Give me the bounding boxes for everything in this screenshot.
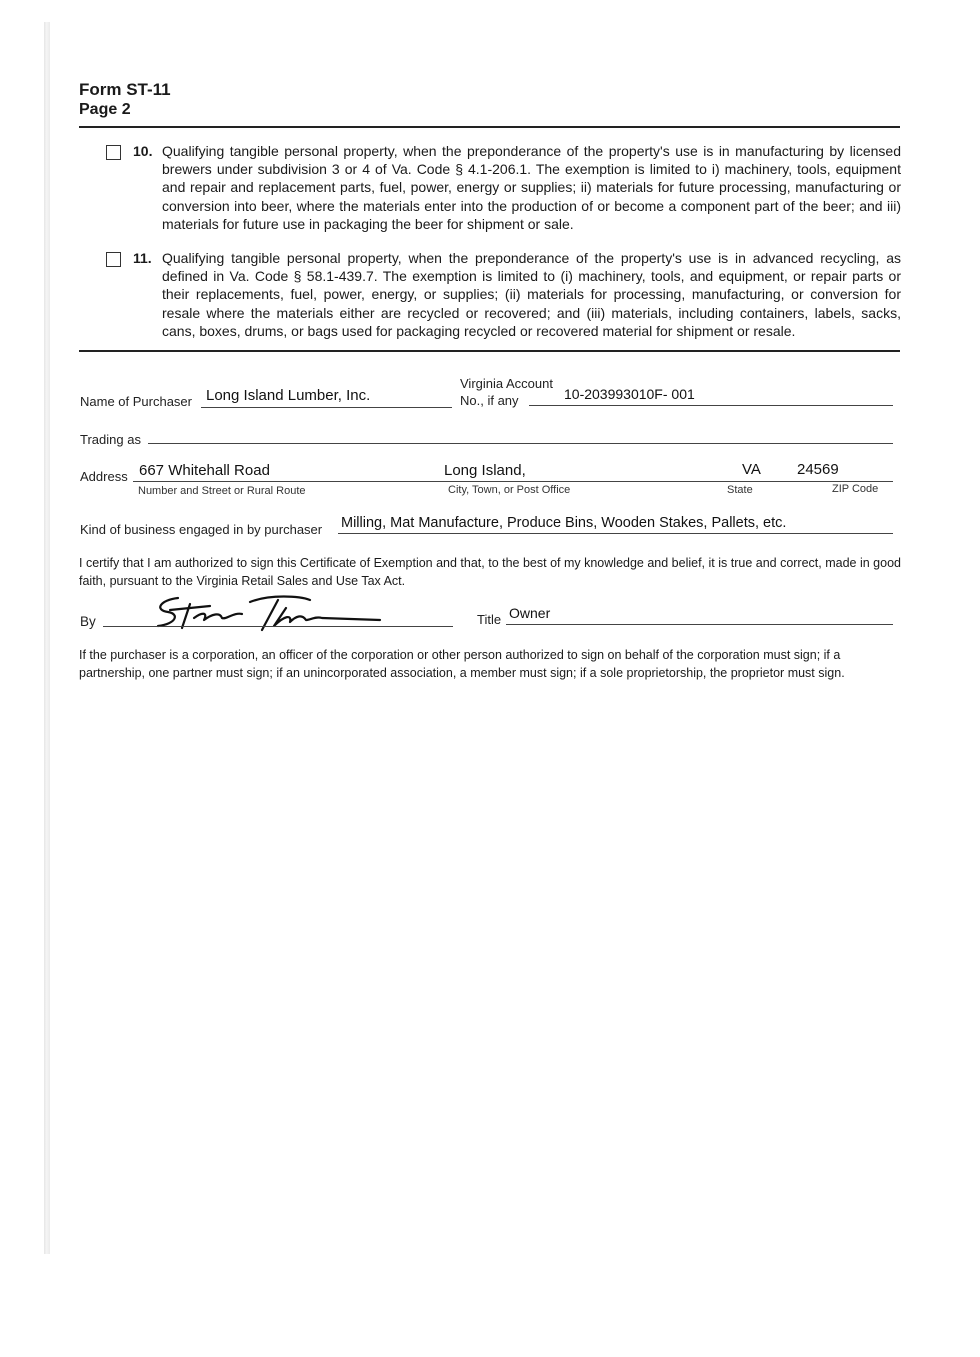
state-caption: State [727,484,753,496]
item-10-number: 10. [133,143,153,159]
business-kind-line [338,533,893,534]
signing-instructions: If the purchaser is a corporation, an officer of the corporation or other person authorized to sign on behalf of the corporation must sign; if a partnership, one partner must sign; if an unincorporated association, a member must sign; if a sole proprietorship, the proprietor must sign. [79,648,845,680]
item-11-number: 11. [133,250,152,266]
address-label: Address [80,469,128,484]
city-caption: City, Town, or Post Office [448,484,571,496]
title-label: Title [477,612,502,627]
form-title: Form ST-11 [79,80,171,99]
certification-statement: I certify that I am authorized to sign this Certificate of Exemption and that, to the best of my knowledge and belief, it is true and correct, made in good faith, pursuant to the Virginia Retail Sales and Use Tax Act. [79,556,901,588]
item-10-checkbox[interactable] [106,145,121,160]
zip-caption: ZIP Code [832,483,879,495]
purchaser-name-label: Name of Purchaser [80,394,192,409]
signature-line [103,626,453,627]
section-divider [79,350,900,352]
account-number-value[interactable]: 10-203993010F- 001 [564,386,695,402]
state-value[interactable]: VA [742,461,761,478]
street-value[interactable]: 667 Whitehall Road [139,462,270,479]
item-11-checkbox[interactable] [106,252,121,267]
item-11-text: Qualifying tangible personal property, when the preponderance of the property's use is in advanced recycling, as defined in Va. Code § 58.1-439.7. The exemption is limited to (i) machinery, tools, and equipment, or repair parts or their replacements, fuel, power, energy, or supplies; (ii) materials for processing, manufacturing, or conversion for resale where the materials either are recycled or recovered; and (iii) materials, including containers, labels, sacks, cans, boxes, drums, or bags used for packaging recycled or recovered material for shipment or resale. [162,250,901,339]
address-line [133,481,893,482]
account-label-line2: No., if any [460,393,519,408]
zip-value[interactable]: 24569 [797,461,839,478]
scan-edge-shadow [44,22,50,1254]
form-header [79,80,171,120]
account-label-line1: Virginia Account [460,376,553,391]
street-caption: Number and Street or Rural Route [138,485,306,497]
trading-as-line [148,443,893,444]
city-value[interactable]: Long Island, [444,462,526,479]
top-divider [79,126,900,128]
by-label: By [80,614,96,629]
item-10-text: Qualifying tangible personal property, when the preponderance of the property's use is in manufacturing by licensed brewers under subdivision 3 or 4 of Va. Code § 4.1-206.1. The exemption is limited to i) machinery, tools, equipment and repair and replacement parts, fuel, power, energy or supplies; ii) materials for future processing, manufacturing or conversion into beer, where the materials enter into the production of or become a component part of the beer; and iii) materials for future use in packaging the beer for shipment or sale. [162,143,901,232]
page-number: Page 2 [79,101,131,118]
purchaser-name-line [201,407,452,408]
title-value[interactable]: Owner [509,605,551,621]
business-kind-label: Kind of business engaged in by purchaser [80,522,323,537]
trading-as-label: Trading as [80,432,141,447]
title-line [506,624,893,625]
account-number-line [529,405,893,406]
business-kind-value[interactable]: Milling, Mat Manufacture, Produce Bins, Wooden Stakes, Pallets, etc. [341,515,787,531]
purchaser-name-value[interactable]: Long Island Lumber, Inc. [206,387,371,404]
